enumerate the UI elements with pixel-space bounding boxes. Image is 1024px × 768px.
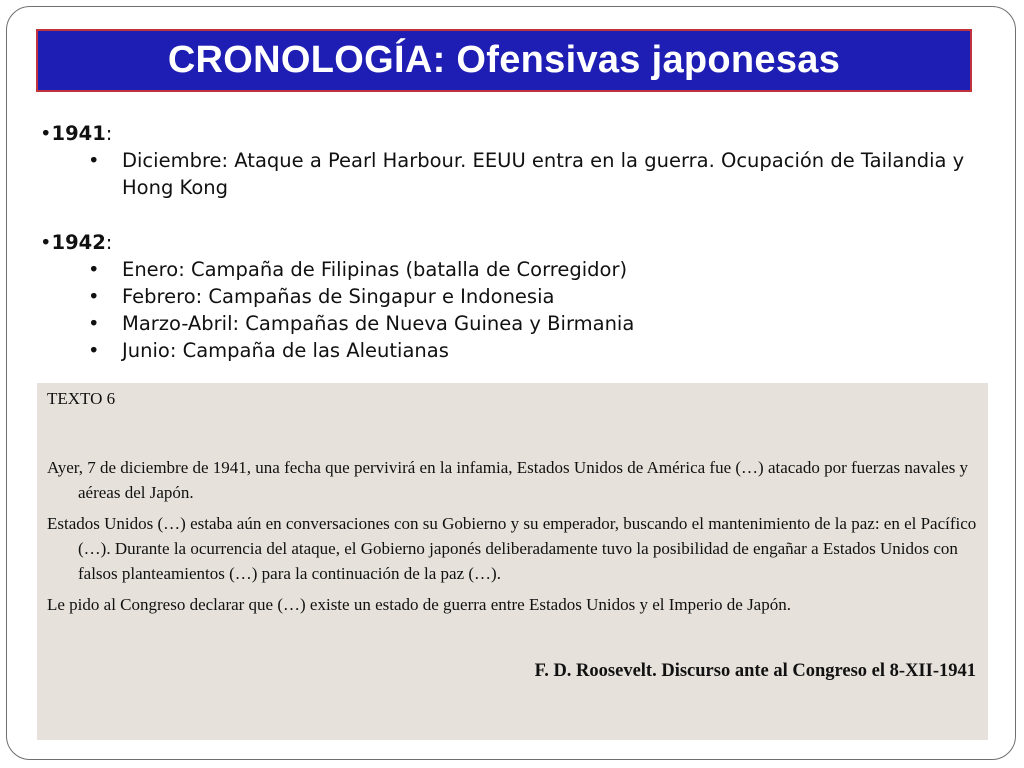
year-label: 1942 (51, 231, 106, 254)
bullet-icon: • (88, 339, 100, 362)
event-item (40, 310, 1000, 337)
quote-paragraph: Estados Unidos (…) estaba aún en conversaciones con su Gobierno y su emperador, buscando el mantenimiento de la paz: en el Pacífico (…). Durante la ocurrencia del ataque, el Gobierno japonés deliberadamente tuvo la posibilidad de engañar a Estados Unidos con falsos planteamientos (…) para la continuación de la paz (…). (47, 514, 977, 583)
quote-paragraph: Le pido al Congreso declarar que (…) existe un estado de guerra entre Estados Unidos y el Imperio de Japón. (47, 595, 791, 614)
year-label: 1941 (51, 122, 106, 145)
quote-citation: F. D. Roosevelt. Discurso ante al Congreso el 8-XII-1941 (534, 661, 976, 681)
bullet-icon: • (88, 149, 100, 172)
event-item (40, 337, 1000, 364)
title-banner (36, 29, 972, 92)
year-heading-1942: •1942: (40, 231, 113, 254)
year-heading-1941: •1941: (40, 122, 113, 145)
source-text-box (37, 383, 988, 740)
timeline-list (40, 120, 1000, 364)
bullet-icon: • (88, 258, 100, 281)
quote-paragraphs (47, 455, 977, 623)
event-text: Marzo-Abril: Campañas de Nueva Guinea y Birmania (122, 312, 635, 335)
bullet-icon: • (88, 312, 100, 335)
event-item (40, 147, 1000, 201)
event-item (40, 256, 1000, 283)
event-text: Diciembre: Ataque a Pearl Harbour. EEUU entra en la guerra. Ocupación de Tailandia y Hong Kong (122, 149, 965, 199)
quote-paragraph: Ayer, 7 de diciembre de 1941, una fecha que pervivirá en la infamia, Estados Unidos de América fue (…) atacado por fuerzas navales y aéreas del Japón. (47, 458, 969, 502)
text-box-heading: TEXTO 6 (47, 389, 116, 408)
event-item (40, 283, 1000, 310)
bullet-icon: • (88, 285, 100, 308)
slide-title: CRONOLOGÍA: Ofensivas japonesas (167, 39, 841, 81)
event-text: Junio: Campaña de las Aleutianas (122, 339, 449, 362)
event-text: Enero: Campaña de Filipinas (batalla de Corregidor) (122, 258, 628, 281)
event-text: Febrero: Campañas de Singapur e Indonesia (122, 285, 555, 308)
